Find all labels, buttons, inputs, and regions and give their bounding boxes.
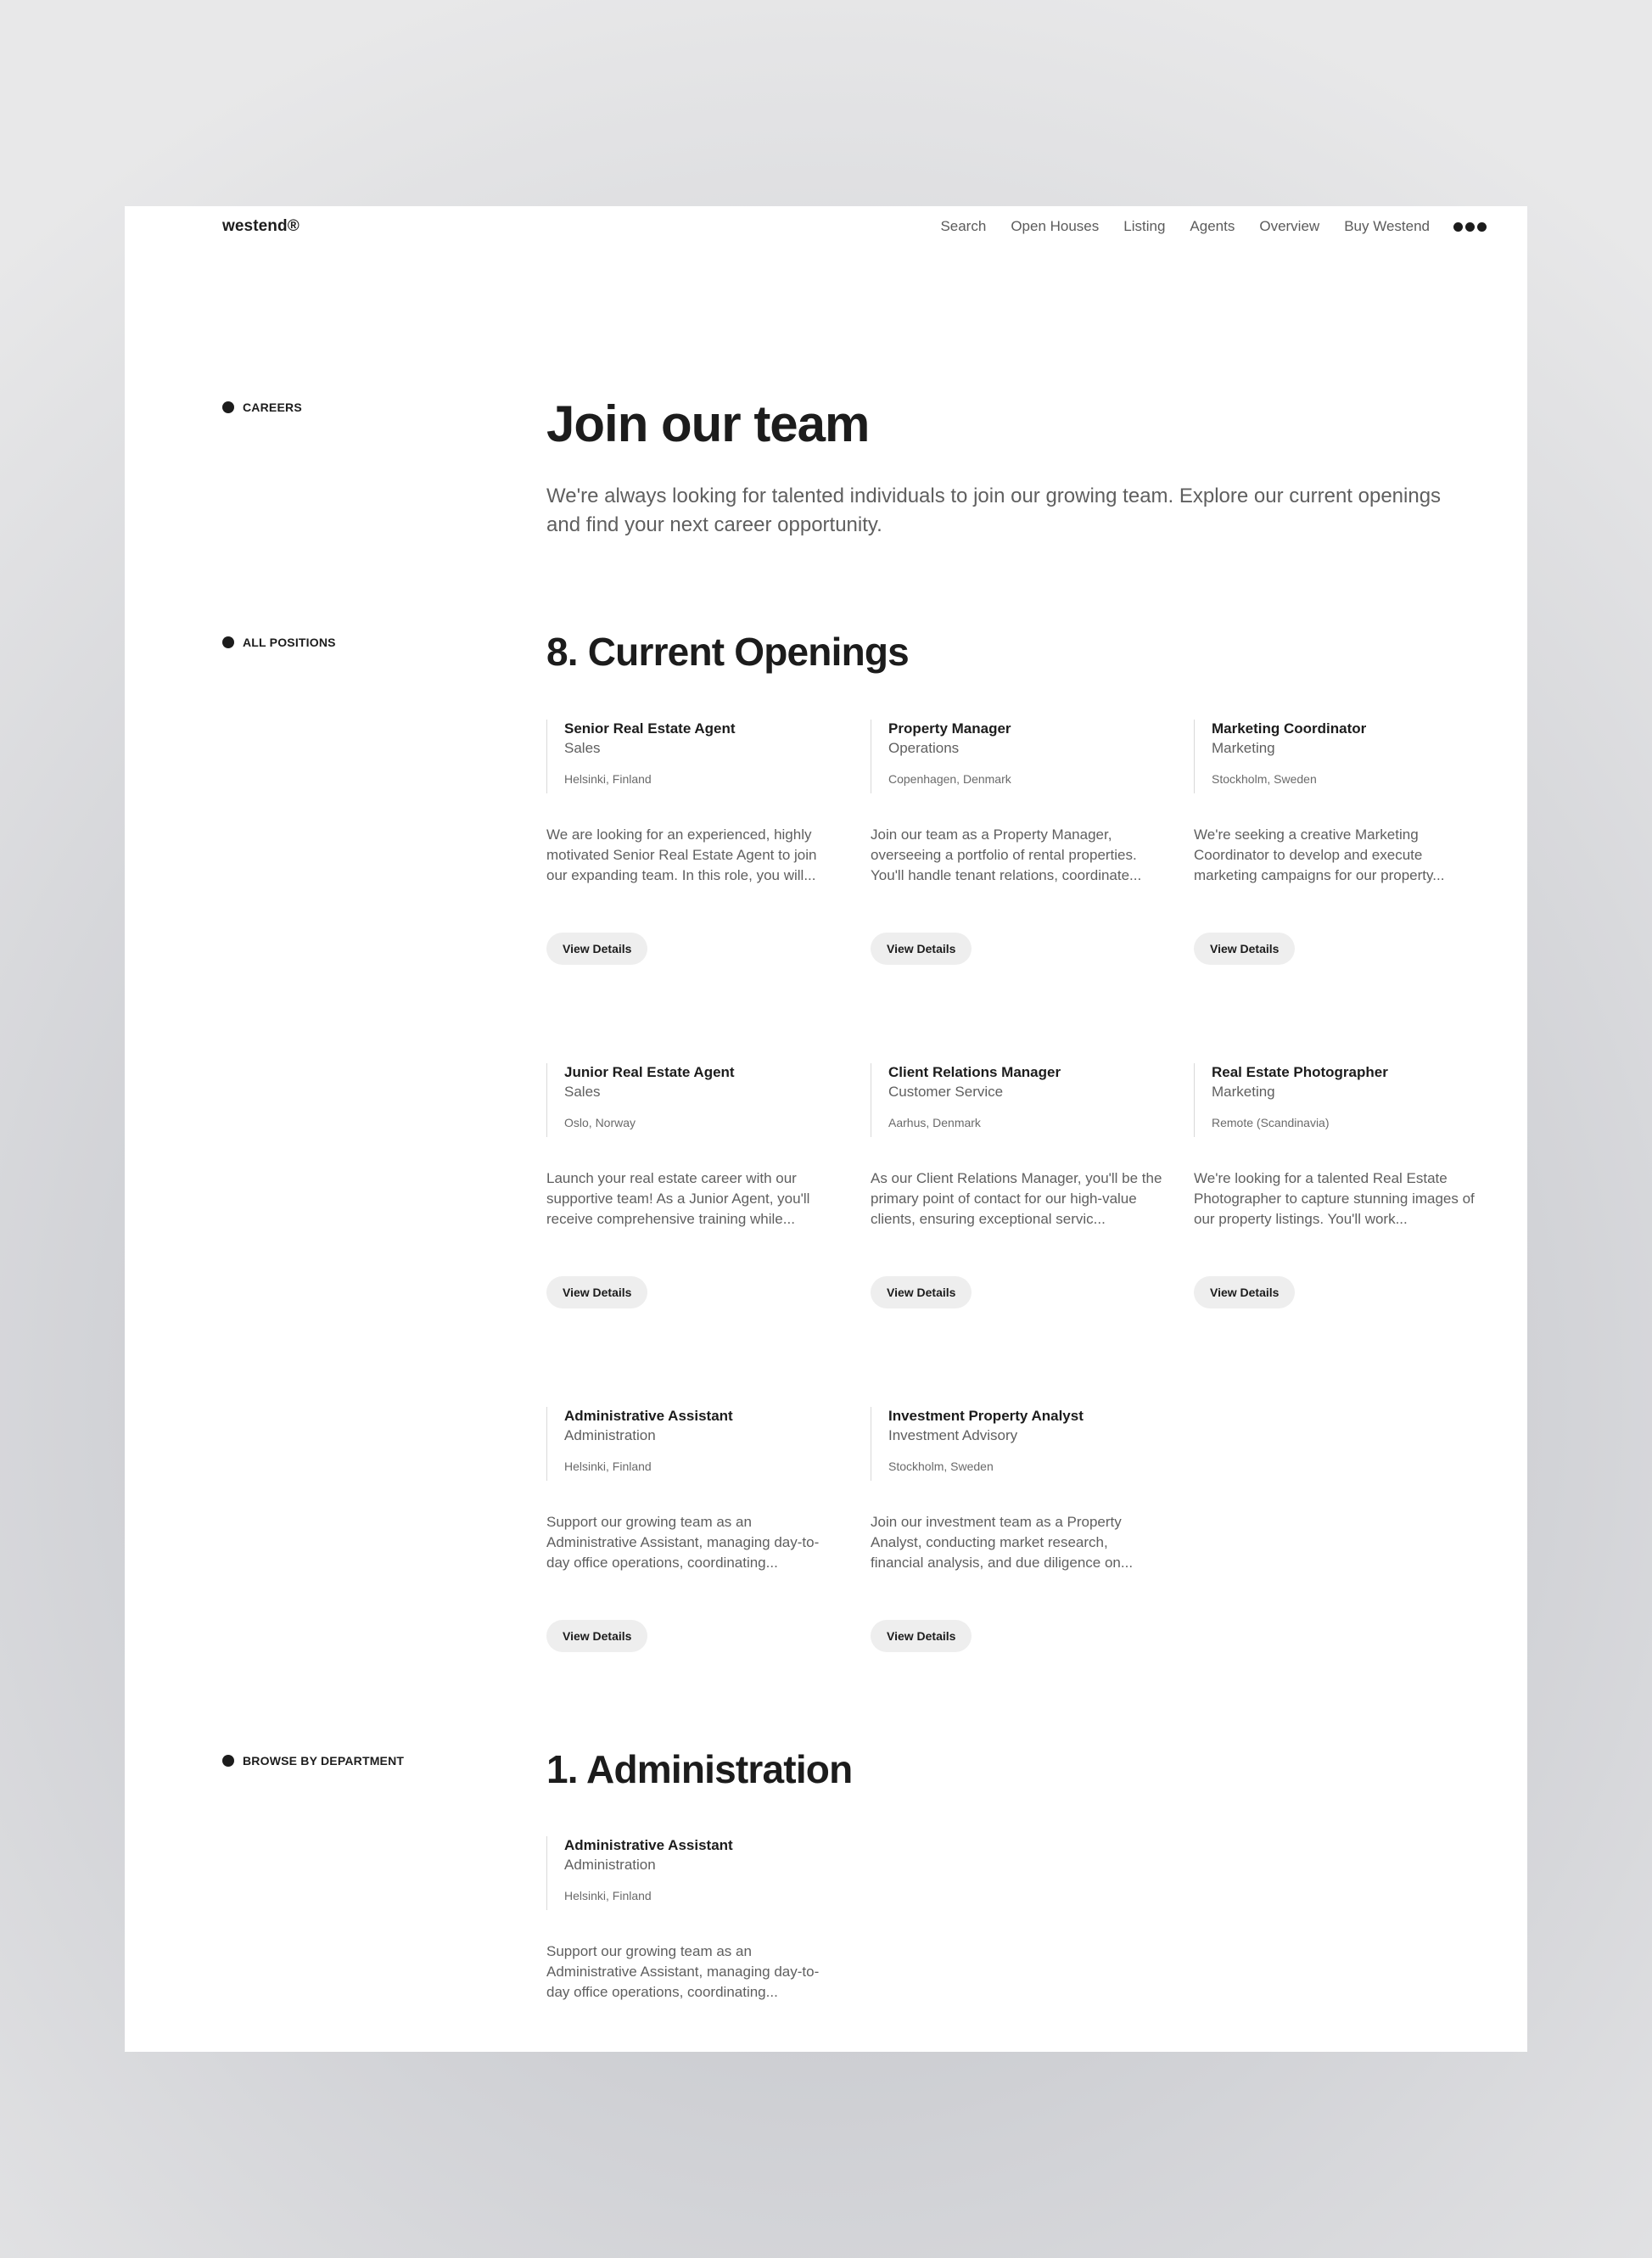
careers-label-text: CAREERS <box>243 401 302 414</box>
job-card-header <box>1194 720 1487 793</box>
job-card-header <box>871 720 1163 793</box>
job-location: Copenhagen, Denmark <box>888 772 1011 786</box>
job-card <box>546 720 839 965</box>
job-department: Marketing <box>1212 740 1275 756</box>
job-title: Administrative Assistant <box>564 1837 733 1853</box>
job-department: Administration <box>564 1857 656 1873</box>
job-department: Marketing <box>1212 1084 1275 1100</box>
job-description: Join our investment team as a Property Analyst, conducting market research, financial analysis, and due diligence on... <box>871 1514 1134 1571</box>
view-details-button[interactable]: View Details <box>871 1276 972 1308</box>
view-details-button[interactable]: View Details <box>546 1276 647 1308</box>
view-details-button[interactable]: View Details <box>546 933 647 965</box>
main-nav <box>940 218 1487 235</box>
job-title: Senior Real Estate Agent <box>564 720 736 737</box>
view-details-button[interactable]: View Details <box>871 933 972 965</box>
job-description: Join our team as a Property Manager, overseeing a portfolio of rental properties. You'll handle tenant relations, coordinate... <box>871 826 1142 883</box>
view-details-button[interactable]: View Details <box>1194 1276 1295 1308</box>
nav-overview[interactable]: Overview <box>1259 218 1320 234</box>
bullet-icon <box>222 401 234 413</box>
job-title: Client Relations Manager <box>888 1064 1061 1080</box>
job-title: Property Manager <box>888 720 1011 737</box>
job-title: Marketing Coordinator <box>1212 720 1367 737</box>
job-card <box>871 1407 1163 1652</box>
job-department: Administration <box>564 1427 656 1443</box>
page <box>125 206 1527 2052</box>
job-department: Investment Advisory <box>888 1427 1018 1443</box>
job-title: Real Estate Photographer <box>1212 1064 1388 1080</box>
job-department: Sales <box>564 740 601 756</box>
job-location: Stockholm, Sweden <box>888 1460 994 1473</box>
job-card-header <box>546 1063 839 1137</box>
job-description: Support our growing team as an Administrative Assistant, managing day-to-day office operations, coordinating... <box>546 1943 820 2000</box>
brand-logo[interactable]: westend® <box>222 217 300 235</box>
job-description: We're looking for a talented Real Estate Photographer to capture stunning images of our property listings. You'll work... <box>1194 1170 1475 1227</box>
nav-agents[interactable]: Agents <box>1190 218 1235 234</box>
department-label <box>222 1754 404 1768</box>
positions-label-text: ALL POSITIONS <box>243 636 336 649</box>
job-description: As our Client Relations Manager, you'll be the primary point of contact for our high-value clients, ensuring exceptional servic... <box>871 1170 1162 1227</box>
job-card <box>1194 1063 1487 1308</box>
job-card <box>546 1063 839 1308</box>
job-location: Helsinki, Finland <box>564 1460 652 1473</box>
job-department: Operations <box>888 740 960 756</box>
job-location: Stockholm, Sweden <box>1212 772 1317 786</box>
openings-title: 8. Current Openings <box>546 630 909 674</box>
view-details-button[interactable]: View Details <box>871 1620 972 1652</box>
careers-label <box>222 401 302 414</box>
job-title: Investment Property Analyst <box>888 1408 1084 1424</box>
bullet-icon <box>222 1755 234 1767</box>
nav-search[interactable]: Search <box>940 218 987 234</box>
intro-text: We're always looking for talented individuals to join our growing team. Explore our current openings and find your next career opportunity. <box>546 485 1442 536</box>
job-location: Oslo, Norway <box>564 1116 636 1129</box>
job-department: Customer Service <box>888 1084 1004 1100</box>
job-card-header <box>546 1836 839 1910</box>
job-card-header <box>1194 1063 1487 1137</box>
job-description: We are looking for an experienced, highly motivated Senior Real Estate Agent to join our expanding team. In this role, you will... <box>546 826 817 883</box>
job-department: Sales <box>564 1084 601 1100</box>
bullet-icon <box>222 636 234 648</box>
positions-label <box>222 636 336 649</box>
department-title: 1. Administration <box>546 1747 853 1791</box>
nav-open-houses[interactable]: Open Houses <box>1011 218 1100 234</box>
job-location: Helsinki, Finland <box>564 1889 652 1902</box>
job-title: Administrative Assistant <box>564 1408 733 1424</box>
job-location: Aarhus, Denmark <box>888 1116 981 1129</box>
job-card-header <box>546 1407 839 1481</box>
job-card-header <box>871 1063 1163 1137</box>
job-card <box>871 1063 1163 1308</box>
job-card <box>546 1407 839 1652</box>
view-details-button[interactable]: View Details <box>546 1620 647 1652</box>
job-description: We're seeking a creative Marketing Coordinator to develop and execute marketing campaigns for our property... <box>1194 826 1445 883</box>
job-description: Launch your real estate career with our supportive team! As a Junior Agent, you'll receive comprehensive training while... <box>546 1170 810 1227</box>
nav-listing[interactable]: Listing <box>1123 218 1166 234</box>
job-card <box>546 1836 839 2003</box>
job-card-header <box>546 720 839 793</box>
job-card <box>871 720 1163 965</box>
view-details-button[interactable]: View Details <box>1194 933 1295 965</box>
more-dots-icon[interactable] <box>1453 222 1487 232</box>
job-location: Helsinki, Finland <box>564 772 652 786</box>
nav-buy-westend[interactable]: Buy Westend <box>1344 218 1430 234</box>
department-label-text: BROWSE BY DEPARTMENT <box>243 1754 405 1768</box>
job-card-header <box>871 1407 1163 1481</box>
job-title: Junior Real Estate Agent <box>564 1064 735 1080</box>
job-card <box>1194 720 1487 965</box>
page-title: Join our team <box>546 395 870 452</box>
job-location: Remote (Scandinavia) <box>1212 1116 1330 1129</box>
job-description: Support our growing team as an Administrative Assistant, managing day-to-day office operations, coordinating... <box>546 1514 820 1571</box>
